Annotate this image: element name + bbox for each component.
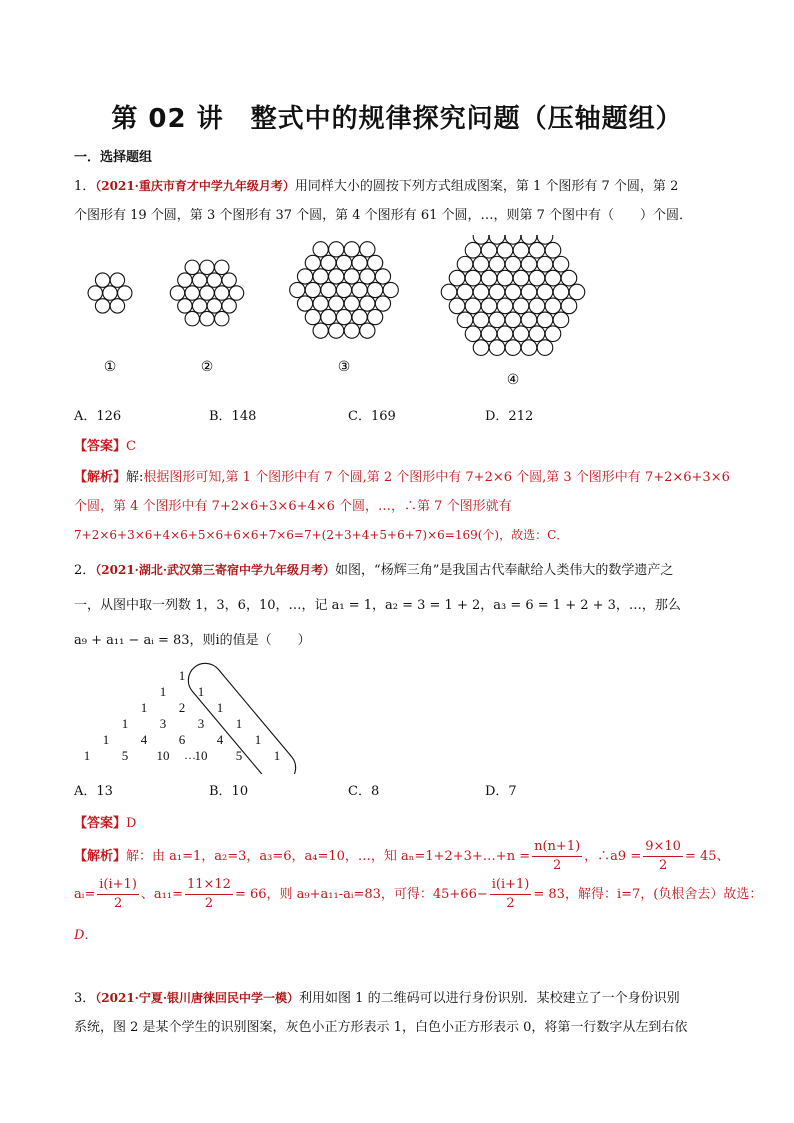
pattern-circle	[553, 256, 569, 272]
pattern-circle	[344, 296, 359, 311]
pattern-circle	[192, 299, 206, 313]
pattern-circle	[185, 286, 199, 300]
pattern-circle	[336, 310, 351, 325]
q2-option-a: A．13	[74, 784, 113, 799]
triangle-number: 4	[140, 732, 148, 747]
pattern-circle	[553, 312, 569, 328]
pattern-circle	[313, 242, 328, 257]
pattern-circle	[513, 242, 529, 258]
pattern-circle	[465, 242, 481, 258]
q3-line2: 系统，图 2 是某个学生的识别图案，灰色小正方形表示 1，白色小正方形表示 0，将第一行数字从左到右依	[74, 1020, 688, 1035]
question-2	[74, 556, 724, 655]
triangle-number: 5	[121, 748, 129, 763]
pattern-circle	[360, 296, 375, 311]
pattern-circle	[352, 255, 367, 270]
triangle-number: 1	[140, 700, 148, 715]
pattern-circle	[473, 340, 489, 356]
pattern-circle	[329, 242, 344, 257]
pattern-circle	[95, 273, 109, 287]
pattern-circle	[229, 286, 243, 300]
pattern-circle	[178, 273, 192, 287]
q2-analysis-text-b: ，∴a9 =	[584, 849, 642, 864]
triangle-number: 1	[197, 684, 205, 699]
pattern-circle	[192, 273, 206, 287]
q2-answer	[74, 809, 724, 838]
q2-analysis-text-e: 、a₁₁=	[140, 887, 183, 902]
pattern-circle	[505, 256, 521, 272]
triangle-number: 1	[102, 732, 110, 747]
pattern-circle	[207, 299, 221, 313]
pattern-circle	[321, 255, 336, 270]
triangle-number: 3	[197, 716, 205, 731]
pattern-circle	[545, 326, 561, 342]
q1-circle-figures	[60, 235, 620, 395]
pattern-circle	[473, 312, 489, 328]
pattern-circle	[344, 323, 359, 338]
pattern-circle	[553, 284, 569, 300]
pattern-circle	[569, 284, 585, 300]
q2-option-c: C．8	[348, 784, 380, 799]
pattern-circle	[497, 270, 513, 286]
pattern-circle	[489, 284, 505, 300]
triangle-ellipsis: …	[184, 748, 196, 762]
pattern-circle	[521, 312, 537, 328]
triangle-number: 2	[178, 700, 186, 715]
q2-analysis-text-a: 解：由 a₁=1，a₂=3，a₃=6，a₄=10，…，知 aₙ=1+2+3+…+n =	[126, 849, 531, 864]
pattern-circle	[545, 298, 561, 314]
pattern-circle	[185, 260, 199, 274]
q2-answer-label: 【答案】	[74, 816, 127, 831]
pattern-circle	[329, 323, 344, 338]
pattern-circle	[200, 311, 214, 325]
triangle-number: 4	[216, 732, 224, 747]
q2-analysis-text-c: = 45、	[684, 849, 730, 864]
triangle-number: 1	[178, 668, 186, 683]
pattern-circle	[383, 282, 398, 297]
triangle-number: 1	[254, 732, 262, 747]
triangle-number: 1	[235, 716, 243, 731]
pattern-circle	[497, 298, 513, 314]
triangle-number: 10	[194, 748, 208, 763]
q1-line1: 用同样大小的圆按下列方式组成图案，第 1 个图形有 7 个圆，第 2	[294, 179, 679, 194]
q3-line1: 利用如图 1 的二维码可以进行身份识别．某校建立了一个身份识别	[299, 991, 680, 1006]
pattern-circle	[529, 298, 545, 314]
pattern-circle	[118, 286, 132, 300]
pattern-circle	[481, 242, 497, 258]
figure-label-1: ①	[103, 360, 117, 375]
pattern-circle	[521, 256, 537, 272]
pattern-circle	[481, 326, 497, 342]
pattern-circle	[481, 298, 497, 314]
q1-answer-label: 【答案】	[74, 439, 127, 454]
pattern-circle	[441, 284, 457, 300]
q1-option-d: D．212	[485, 409, 534, 424]
pattern-circle	[297, 269, 312, 284]
pattern-circle	[561, 270, 577, 286]
q2-option-b: B．10	[209, 784, 249, 799]
pattern-circle	[321, 310, 336, 325]
q1-analysis-line3: 7+2×6+3×6+4×6+5×6+6×6+7×6=7+(2+3+4+5+6+7)×6=169(个)，故选：C．	[74, 528, 569, 542]
pattern-circle	[529, 326, 545, 342]
pattern-circle	[489, 256, 505, 272]
pattern-circle	[529, 270, 545, 286]
pattern-circle	[513, 298, 529, 314]
pattern-circle	[497, 242, 513, 258]
triangle-number: 1	[216, 700, 224, 715]
pattern-circle	[537, 256, 553, 272]
q2-source: （2021·湖北·武汉第三寄宿中学九年级月考）	[95, 563, 336, 577]
pattern-circle	[305, 282, 320, 297]
pattern-circle	[95, 299, 109, 313]
yanghui-triangle	[70, 662, 310, 774]
q2-option-d: D．7	[485, 784, 517, 799]
pattern-circle	[368, 282, 383, 297]
pattern-circle	[200, 260, 214, 274]
pattern-circle	[473, 256, 489, 272]
triangle-number: 1	[83, 748, 91, 763]
pattern-circle	[505, 340, 521, 356]
pattern-circle	[537, 312, 553, 328]
pattern-circle	[375, 269, 390, 284]
pattern-circle	[305, 310, 320, 325]
pattern-circle	[88, 286, 102, 300]
pattern-circle	[375, 296, 390, 311]
pattern-circle	[200, 286, 214, 300]
q1-analysis-line1: 根据图形可知,第 1 个图形中有 7 个圆,第 2 个图形中有 7+2×6 个圆,第 3 个图形中有 7+2×6+3×6	[143, 470, 730, 485]
pattern-circle	[368, 255, 383, 270]
pattern-circle	[215, 286, 229, 300]
pattern-circle	[449, 298, 465, 314]
pattern-circle	[344, 242, 359, 257]
pattern-circle	[521, 284, 537, 300]
q2-number: 2．	[74, 563, 96, 578]
q1-analysis-label: 【解析】	[74, 470, 127, 485]
pattern-circle	[178, 299, 192, 313]
figure-label-4: ④	[506, 373, 520, 388]
q2-analysis-label: 【解析】	[74, 849, 127, 864]
pattern-circle	[457, 256, 473, 272]
pattern-circle	[513, 326, 529, 342]
question-3	[74, 984, 724, 1042]
triangle-number: 10	[156, 748, 170, 763]
pattern-circle	[305, 255, 320, 270]
pattern-circle	[521, 340, 537, 356]
q1-analysis-line2: 个圆，第 4 个图形中有 7+2×6+3×6+4×6 个圆，…，∴第 7 个图形就有	[74, 499, 512, 514]
pattern-circle	[537, 284, 553, 300]
triangle-number: 5	[235, 748, 243, 763]
pattern-circle	[465, 298, 481, 314]
pattern-circle	[344, 269, 359, 284]
fraction-5: $\frac{i(i+1)}{2}$	[491, 877, 530, 911]
triangle-number: 3	[159, 716, 167, 731]
pattern-circle	[489, 312, 505, 328]
q1-option-c: C．169	[348, 409, 396, 424]
pattern-circle	[336, 282, 351, 297]
pattern-circle	[321, 282, 336, 297]
pattern-circle	[110, 273, 124, 287]
q1-analysis	[74, 463, 734, 550]
pattern-circle	[290, 282, 305, 297]
pattern-circle	[545, 270, 561, 286]
pattern-circle	[497, 326, 513, 342]
pattern-circle	[313, 323, 328, 338]
fraction-1: $\frac{n(n+1)}{2}$	[534, 839, 581, 873]
section-heading: 一．选择题组	[74, 150, 153, 165]
q1-answer	[74, 432, 724, 461]
q1-number: 1．	[74, 179, 96, 194]
pattern-circle	[513, 270, 529, 286]
pattern-circle	[465, 326, 481, 342]
q2-line1: 如图，“杨辉三角”是我国古代奉献给人类伟大的数学遗产之	[335, 563, 674, 578]
pattern-circle	[368, 310, 383, 325]
fraction-3: $\frac{i(i+1)}{2}$	[99, 877, 137, 911]
pattern-circle	[360, 323, 375, 338]
pattern-circle	[545, 242, 561, 258]
q1-line2: 个图形有 19 个圆，第 3 个图形有 37 个圆，第 4 个图形有 61 个圆，…，则第 7 个图中有（ ）个圆．	[74, 208, 693, 223]
pattern-circle	[457, 312, 473, 328]
pattern-circle	[352, 310, 367, 325]
pattern-circle	[481, 270, 497, 286]
pattern-circle	[336, 255, 351, 270]
triangle-number: 6	[178, 732, 186, 747]
pattern-circle	[103, 286, 117, 300]
pattern-circle	[185, 311, 199, 325]
pattern-circle	[352, 282, 367, 297]
pattern-circle	[329, 269, 344, 284]
q1-option-b: B．148	[209, 409, 257, 424]
pattern-circle	[170, 286, 184, 300]
q2-analysis-line3: D．	[74, 928, 98, 943]
q3-source: （2021·宁夏·银川唐徕回民中学一模）	[95, 991, 300, 1005]
pattern-circle	[360, 269, 375, 284]
page-title: 第 02 讲 整式中的规律探究问题（压轴题组）	[111, 104, 683, 134]
question-1	[74, 172, 724, 230]
q2-analysis-text-f: = 66，则 a₉+a₁₁-aᵢ=83，可得：45+66−	[234, 887, 488, 902]
pattern-circle	[360, 242, 375, 257]
pattern-circle	[457, 284, 473, 300]
triangle-number: 1	[273, 748, 281, 763]
pattern-circle	[449, 270, 465, 286]
pattern-circle	[313, 296, 328, 311]
pattern-circle	[207, 273, 221, 287]
triangle-number: 1	[121, 716, 129, 731]
figure-label-3: ③	[337, 360, 351, 375]
triangle-number: 1	[159, 684, 167, 699]
q1-option-a: A．126	[74, 409, 122, 424]
q1-analysis-prefix: 解:	[126, 470, 144, 485]
pattern-circle	[489, 340, 505, 356]
pattern-circle	[561, 298, 577, 314]
q2-analysis-line1	[74, 838, 734, 875]
pattern-circle	[313, 269, 328, 284]
q2-answer-value: D	[126, 816, 137, 831]
fraction-2: $\frac{9\times 10}{2}$	[645, 839, 681, 873]
q1-answer-value: C	[126, 439, 136, 454]
fraction-4: $\frac{11\times 12}{2}$	[186, 877, 231, 911]
q3-number: 3．	[74, 991, 96, 1006]
q2-analysis-text-d: aᵢ=	[74, 887, 96, 902]
q1-source: （2021·重庆市育才中学九年级月考）	[95, 179, 295, 193]
pattern-circle	[529, 242, 545, 258]
pattern-circle	[215, 260, 229, 274]
pattern-circle	[222, 299, 236, 313]
pattern-circle	[110, 299, 124, 313]
pattern-circle	[329, 296, 344, 311]
pattern-circle	[473, 284, 489, 300]
pattern-circle	[505, 284, 521, 300]
q2-line3: a₉ + a₁₁ − aᵢ = 83，则i的值是（ ）	[74, 633, 311, 648]
pattern-circle	[505, 312, 521, 328]
pattern-circle	[297, 296, 312, 311]
q2-analysis-text-g: = 83，解得：i=7，(负根舍去）故选：	[533, 887, 763, 902]
figure-label-2: ②	[200, 360, 214, 375]
pattern-circle	[537, 340, 553, 356]
pattern-circle	[222, 273, 236, 287]
q2-line2: 一，从图中取一列数 1，3，6，10，…，记 a₁ = 1，a₂ = 3 = 1 + 2，a₃ = 6 = 1 + 2 + 3，…，那么	[74, 598, 681, 613]
q2-analysis-line2	[74, 876, 763, 913]
pattern-circle	[465, 270, 481, 286]
pattern-circle	[215, 311, 229, 325]
